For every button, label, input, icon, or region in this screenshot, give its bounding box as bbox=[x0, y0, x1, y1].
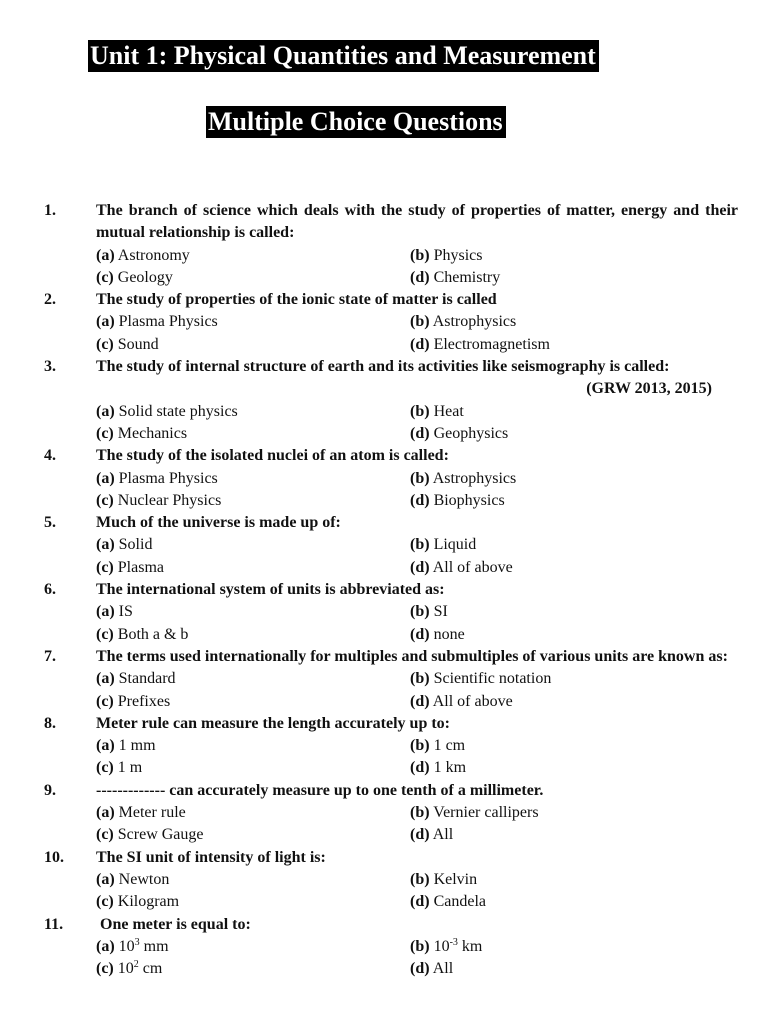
option-d bbox=[410, 557, 513, 579]
option-letter: (b) bbox=[410, 804, 430, 822]
question-text: The terms used internationally for multiples and submultiples of various units are known as: bbox=[96, 647, 728, 665]
question-7 bbox=[0, 646, 768, 713]
question-6 bbox=[0, 579, 768, 646]
options bbox=[0, 311, 768, 356]
option-text: Astrophysics bbox=[432, 469, 517, 487]
option-a bbox=[96, 534, 152, 556]
option-letter: (a) bbox=[96, 937, 115, 955]
option-text: Chemistry bbox=[433, 268, 501, 286]
option-letter: (d) bbox=[410, 558, 430, 576]
question-5 bbox=[0, 512, 768, 579]
question-text: The study of properties of the ionic state of matter is called bbox=[96, 291, 497, 309]
option-letter: (c) bbox=[96, 268, 114, 286]
option-d bbox=[410, 267, 500, 289]
option-a bbox=[96, 245, 190, 267]
option-base: 10 bbox=[433, 937, 450, 955]
option-letter: (d) bbox=[410, 268, 430, 286]
option-text: 1 m bbox=[117, 759, 143, 777]
option-text: Prefixes bbox=[117, 692, 171, 710]
question-3 bbox=[0, 356, 768, 445]
option-letter: (c) bbox=[96, 491, 114, 509]
option-text: All bbox=[432, 826, 454, 844]
option-a bbox=[96, 468, 218, 490]
options bbox=[0, 668, 768, 713]
option-d bbox=[410, 490, 505, 512]
option-c bbox=[96, 267, 173, 289]
option-letter: (b) bbox=[410, 603, 430, 621]
question-1 bbox=[0, 200, 768, 289]
option-b bbox=[410, 668, 551, 690]
question-number: 2. bbox=[44, 291, 56, 309]
option-letter: (d) bbox=[410, 826, 430, 844]
option-a bbox=[96, 802, 186, 824]
options bbox=[0, 601, 768, 646]
option-letter: (d) bbox=[410, 335, 430, 353]
option-d bbox=[410, 824, 453, 846]
option-text: Nuclear Physics bbox=[117, 491, 222, 509]
question-text: Much of the universe is made up of: bbox=[96, 514, 341, 532]
option-text: Physics bbox=[433, 246, 483, 264]
options bbox=[0, 735, 768, 780]
option-letter: (c) bbox=[96, 759, 114, 777]
option-c bbox=[96, 557, 164, 579]
option-c bbox=[96, 757, 142, 779]
question-number: 7. bbox=[44, 647, 56, 665]
option-letter: (c) bbox=[96, 692, 114, 710]
option-letter: (a) bbox=[96, 313, 115, 331]
option-c bbox=[96, 624, 188, 646]
question-text: Meter rule can measure the length accurately up to: bbox=[96, 714, 450, 732]
option-text: Solid state physics bbox=[118, 402, 238, 420]
option-letter: (d) bbox=[410, 692, 430, 710]
option-text: Astronomy bbox=[117, 246, 190, 264]
option-letter: (b) bbox=[410, 536, 430, 554]
option-d bbox=[410, 891, 486, 913]
option-letter: (d) bbox=[410, 625, 430, 643]
option-text: Both a & b bbox=[117, 625, 189, 643]
option-c bbox=[96, 490, 221, 512]
option-b bbox=[410, 311, 516, 333]
question-2 bbox=[0, 289, 768, 356]
question-number: 10. bbox=[44, 848, 64, 866]
option-b bbox=[410, 468, 516, 490]
option-unit: km bbox=[461, 937, 483, 955]
option-text: All of above bbox=[432, 692, 513, 710]
option-letter: (a) bbox=[96, 804, 115, 822]
option-letter: (a) bbox=[96, 536, 115, 554]
option-text: none bbox=[433, 625, 465, 643]
option-letter: (b) bbox=[410, 870, 430, 888]
option-letter: (a) bbox=[96, 870, 115, 888]
options bbox=[0, 401, 768, 446]
option-letter: (c) bbox=[96, 335, 114, 353]
option-b bbox=[410, 735, 465, 757]
option-c bbox=[96, 958, 162, 980]
option-letter: (b) bbox=[410, 670, 430, 688]
question-text: The SI unit of intensity of light is: bbox=[96, 848, 326, 866]
question-number: 4. bbox=[44, 447, 56, 465]
option-text: Newton bbox=[118, 870, 170, 888]
option-base: 10 bbox=[117, 960, 134, 978]
question-number: 5. bbox=[44, 514, 56, 532]
option-d bbox=[410, 757, 466, 779]
exam-reference: (GRW 2013, 2015) bbox=[586, 380, 712, 398]
option-letter: (c) bbox=[96, 625, 114, 643]
option-exponent: 2 bbox=[133, 959, 139, 971]
option-b bbox=[410, 401, 464, 423]
option-a bbox=[96, 869, 169, 891]
option-letter: (d) bbox=[410, 893, 430, 911]
options bbox=[0, 534, 768, 579]
option-base: 10 bbox=[118, 937, 135, 955]
option-letter: (b) bbox=[410, 313, 430, 331]
question-4 bbox=[0, 445, 768, 512]
option-text: Meter rule bbox=[118, 804, 186, 822]
option-text: Plasma Physics bbox=[118, 313, 218, 331]
option-letter: (a) bbox=[96, 737, 115, 755]
option-text: Candela bbox=[433, 893, 486, 911]
question-number: 8. bbox=[44, 714, 56, 732]
unit-title: Unit 1: Physical Quantities and Measurement bbox=[88, 40, 599, 72]
question-text: One meter is equal to: bbox=[100, 915, 251, 933]
option-letter: (d) bbox=[410, 759, 430, 777]
option-d bbox=[410, 958, 453, 980]
question-text: The study of the isolated nuclei of an atom is called: bbox=[96, 447, 449, 465]
option-letter: (a) bbox=[96, 670, 115, 688]
option-c bbox=[96, 334, 159, 356]
option-c bbox=[96, 824, 204, 846]
option-c bbox=[96, 891, 179, 913]
question-text: ------------- can accurately measure up to one tenth of a millimeter. bbox=[96, 781, 544, 799]
question-text: The study of internal structure of earth and its activities like seismography is called: bbox=[96, 358, 670, 376]
option-text: SI bbox=[433, 603, 448, 621]
option-c bbox=[96, 691, 170, 713]
option-a bbox=[96, 601, 133, 623]
option-text: 1 cm bbox=[433, 737, 466, 755]
option-text: Plasma bbox=[117, 558, 164, 576]
option-letter: (c) bbox=[96, 558, 114, 576]
option-text: Geophysics bbox=[433, 424, 509, 442]
question-text: The branch of science which deals with the study of properties of matter, energy and their mutual relationship is called: bbox=[96, 202, 738, 242]
question-number: 1. bbox=[44, 202, 56, 219]
option-letter: (b) bbox=[410, 937, 430, 955]
option-text: All bbox=[432, 960, 454, 978]
question-number: 9. bbox=[44, 781, 56, 799]
section-title: Multiple Choice Questions bbox=[206, 106, 506, 138]
options bbox=[0, 245, 768, 290]
option-text: Scientific notation bbox=[433, 670, 552, 688]
option-letter: (a) bbox=[96, 469, 115, 487]
option-b bbox=[410, 601, 448, 623]
option-text: Standard bbox=[118, 670, 176, 688]
option-letter: (b) bbox=[410, 737, 430, 755]
option-text: Kilogram bbox=[117, 893, 180, 911]
question-9 bbox=[0, 780, 768, 847]
option-b bbox=[410, 802, 539, 824]
options bbox=[0, 802, 768, 847]
question-8 bbox=[0, 713, 768, 780]
option-text: Electromagnetism bbox=[433, 335, 550, 353]
option-letter: (d) bbox=[410, 491, 430, 509]
option-b bbox=[410, 869, 477, 891]
option-text: Screw Gauge bbox=[117, 826, 204, 844]
option-text: Geology bbox=[117, 268, 173, 286]
option-text: Solid bbox=[118, 536, 153, 554]
option-text: Plasma Physics bbox=[118, 469, 218, 487]
option-text: Heat bbox=[433, 402, 464, 420]
option-b bbox=[410, 936, 482, 958]
option-text: Mechanics bbox=[117, 424, 188, 442]
option-text: Sound bbox=[117, 335, 159, 353]
option-letter: (b) bbox=[410, 402, 430, 420]
option-letter: (d) bbox=[410, 960, 430, 978]
option-letter: (c) bbox=[96, 424, 114, 442]
option-a bbox=[96, 668, 176, 690]
options bbox=[0, 468, 768, 513]
option-text: Astrophysics bbox=[432, 313, 517, 331]
option-text: Biophysics bbox=[433, 491, 505, 509]
option-letter: (a) bbox=[96, 603, 115, 621]
question-number: 6. bbox=[44, 581, 56, 599]
option-letter: (c) bbox=[96, 826, 114, 844]
option-letter: (b) bbox=[410, 469, 430, 487]
option-a bbox=[96, 401, 238, 423]
option-text: Vernier callipers bbox=[433, 804, 539, 822]
option-c bbox=[96, 423, 187, 445]
option-unit: cm bbox=[142, 960, 163, 978]
option-letter: (a) bbox=[96, 246, 115, 264]
option-letter: (b) bbox=[410, 246, 430, 264]
question-11 bbox=[0, 914, 768, 981]
option-a bbox=[96, 936, 169, 958]
question-number: 11. bbox=[44, 915, 64, 933]
options bbox=[0, 936, 768, 981]
options bbox=[0, 869, 768, 914]
option-text: IS bbox=[118, 603, 133, 621]
option-text: 1 km bbox=[433, 759, 467, 777]
option-letter: (a) bbox=[96, 402, 115, 420]
option-d bbox=[410, 691, 513, 713]
option-text: 1 mm bbox=[118, 737, 156, 755]
option-d bbox=[410, 423, 508, 445]
option-unit: mm bbox=[143, 937, 169, 955]
option-exponent: 3 bbox=[134, 936, 140, 948]
option-exponent: -3 bbox=[449, 936, 458, 948]
option-b bbox=[410, 245, 482, 267]
option-b bbox=[410, 534, 476, 556]
option-letter: (c) bbox=[96, 893, 114, 911]
option-text: Liquid bbox=[433, 536, 477, 554]
option-d bbox=[410, 334, 550, 356]
option-letter: (c) bbox=[96, 960, 114, 978]
option-a bbox=[96, 311, 218, 333]
question-10 bbox=[0, 847, 768, 914]
option-text: Kelvin bbox=[433, 870, 478, 888]
question-number: 3. bbox=[44, 358, 56, 376]
option-text: All of above bbox=[432, 558, 513, 576]
option-d bbox=[410, 624, 465, 646]
option-a bbox=[96, 735, 156, 757]
option-letter: (d) bbox=[410, 424, 430, 442]
question-list bbox=[0, 200, 768, 980]
question-text: The international system of units is abbreviated as: bbox=[96, 581, 445, 599]
